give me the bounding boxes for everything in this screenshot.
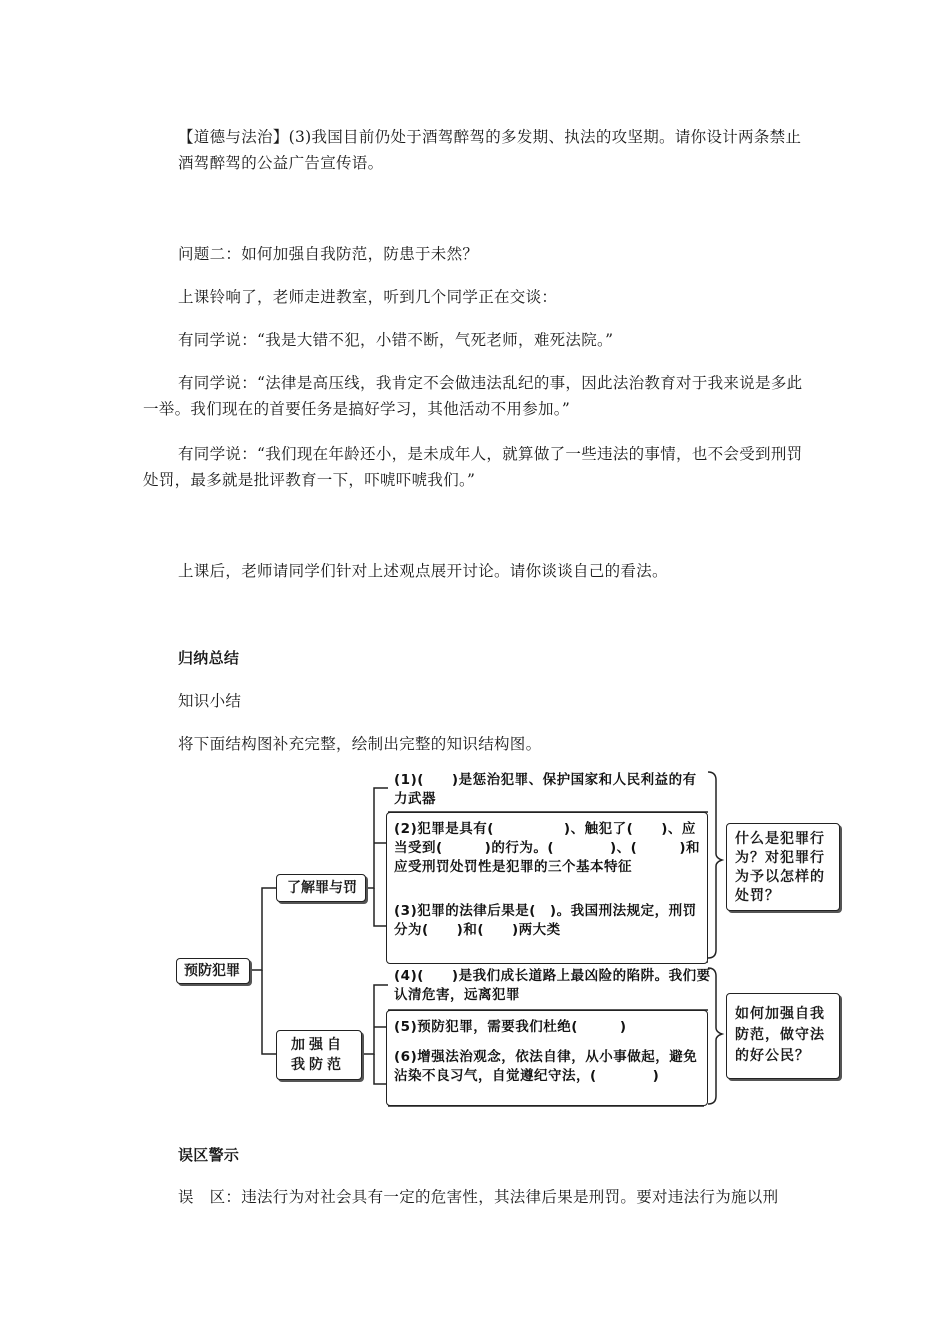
paragraph-discussion: 上课后，老师请同学们针对上述观点展开讨论。请你谈谈自己的看法。	[178, 562, 668, 580]
question-box-crime: 什么是犯罪行为？对犯罪行为予以怎样的处罚？	[726, 823, 840, 911]
root-node-prevent-crime: 预防犯罪	[176, 958, 250, 984]
diagram-item-4: (4)( )是我们成长道路上最凶险的陷阱。我们要认清危害，远离犯罪	[394, 968, 711, 1003]
paragraph-student-1: 有同学说：“我是大错不犯，小错不断，气死老师，难死法院。”	[178, 331, 614, 349]
diagram-item-2: (2)犯罪是具有( )、触犯了( )、应当受到( )的行为。( )、( )和应受刑罚处罚性是犯罪的三个基本特征	[394, 821, 701, 875]
summary-heading: 归纳总结	[178, 649, 240, 667]
paragraph-student-2: 有同学说：“法律是高压线，我肯定不会做违法乱纪的事，因此法治教育对于我来说是多此一举。我们现在的首要任务是搞好学习，其他活动不用参加。”	[143, 374, 803, 418]
diagram-item-6: (6)增强法治观念，依法自律，从小事做起，避免沾染不良习气，自觉遵纪守法，( )	[394, 1049, 698, 1084]
paragraph-bell: 上课铃响了，老师走进教室，听到几个同学正在交谈：	[178, 288, 558, 306]
branch-node-crime-punishment: 了解罪与罚	[276, 874, 366, 902]
diagram-item-1: (1)( )是惩治犯罪、保护国家和人民利益的有力武器	[394, 772, 697, 807]
question-two: 问题二：如何加强自我防范，防患于未然？	[178, 245, 479, 263]
diagram-item-3: (3)犯罪的法律后果是( )。我国刑法规定，刑罚分为( )和( )两大类	[394, 903, 697, 938]
paragraph-student-3: 有同学说：“我们现在年龄还小，是未成年人，就算做了一些违法的事情，也不会受到刑罚处罚，最多就是批评教育一下，吓唬吓唬我们。”	[143, 445, 803, 489]
warning-heading: 误区警示	[178, 1146, 240, 1164]
warning-text: 误 区：违法行为对社会具有一定的危害性，其法律后果是刑罚。要对违法行为施以刑	[178, 1188, 779, 1206]
summary-subheading: 知识小结	[178, 692, 242, 710]
question-box-prevention: 如何加强自我防范，做守法的好公民？	[726, 993, 840, 1079]
summary-instruction: 将下面结构图补充完整，绘制出完整的知识结构图。	[178, 735, 542, 753]
paragraph-morality-law: 【道德与法治】(3)我国目前仍处于酒驾醉驾的多发期、执法的攻坚期。请你设计两条禁止酒驾醉驾的公益广告宣传语。	[178, 128, 802, 172]
branch-node-self-protection: 加强自我防范	[276, 1030, 362, 1080]
diagram-item-5: (5)预防犯罪，需要我们杜绝( )	[394, 1019, 627, 1035]
